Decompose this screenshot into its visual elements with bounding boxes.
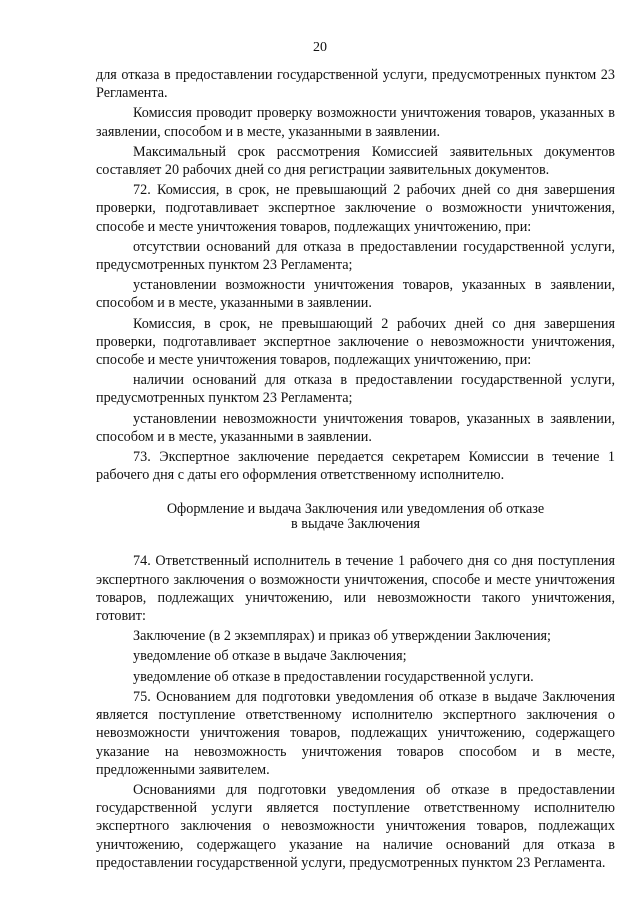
paragraph: Заключение (в 2 экземплярах) и приказ об утверждении Заключения; [133,628,552,645]
section-heading-line: в выдаче Заключения [291,516,420,533]
paragraph: Основаниями для подготовки уведомления об отказе в предоставлении государственной услуги является поступление ответственному исполнителю экспертного заключения о невозможности уничтожения товаров, подлежащих уничтожению, содержащего указание на наличие оснований для отказа в предоставлении государственной услуги, предусмотренных пунктом 23 Регламента. [96,781,615,871]
section-heading-line: Оформление и выдача Заключения или уведомления об отказе [166,501,545,518]
paragraph: Комиссия проводит проверку возможности уничтожения товаров, указанных в заявлении, способом и в месте, указанными в заявлении. [96,105,615,140]
paragraph: установлении невозможности уничтожения товаров, указанных в заявлении, способом и в месте, указанными в заявлении. [96,410,615,445]
paragraph: Комиссия, в срок, не превышающий 2 рабочих дней со дня завершения проверки, подготавливает экспертное заключение о невозможности уничтожения, способе и месте уничтожения товаров, подлежащих уничтожению, при: [96,315,615,369]
paragraph: наличии оснований для отказа в предоставлении государственной услуги, предусмотренных пунктом 23 Регламента; [96,372,615,407]
paragraph: Максимальный срок рассмотрения Комиссией заявительных документов составляет 20 рабочих дней со дня регистрации заявительных документов. [96,143,615,179]
paragraph-item-75: 75. Основанием для подготовки уведомления об отказе в выдаче Заключения является поступление ответственному исполнителю экспертного заключения о невозможности уничтожения товаров, подлежащих уничтожению, содержащего указание на невозможность уничтожения товаров способом и в месте, предложенными заявителем. [96,688,615,778]
document-body [96,66,615,874]
paragraph: установлении возможности уничтожения товаров, указанных в заявлении, способом и в месте, указанными в заявлении. [96,277,615,312]
paragraph: для отказа в предоставлении государственной услуги, предусмотренных пунктом 23 Регламента. [96,67,615,102]
paragraph: уведомление об отказе в выдаче Заключения; [133,648,407,665]
paragraph-item-74: 74. Ответственный исполнитель в течение 1 рабочего дня со дня поступления экспертного заключения о возможности уничтожения, способе и месте уничтожения товаров, подлежащих уничтожению, или невозможности такого уничтожения, готовит: [96,553,615,625]
paragraph: отсутствии оснований для отказа в предоставлении государственной услуги, предусмотренных пунктом 23 Регламента; [96,238,615,274]
paragraph: уведомление об отказе в предоставлении государственной услуги. [133,668,534,685]
paragraph-item-72: 72. Комиссия, в срок, не превышающий 2 рабочих дней со дня завершения проверки, подготавливает экспертное заключение о возможности уничтожения, способе и месте уничтожения товаров, подлежащих уничтожению, при: [96,182,615,235]
page-number: 20 [313,40,327,55]
paragraph-item-73: 73. Экспертное заключение передается секретарем Комиссии в течение 1 рабочего дня с даты его оформления ответственному исполнителю. [96,449,615,484]
section-heading [96,502,615,532]
